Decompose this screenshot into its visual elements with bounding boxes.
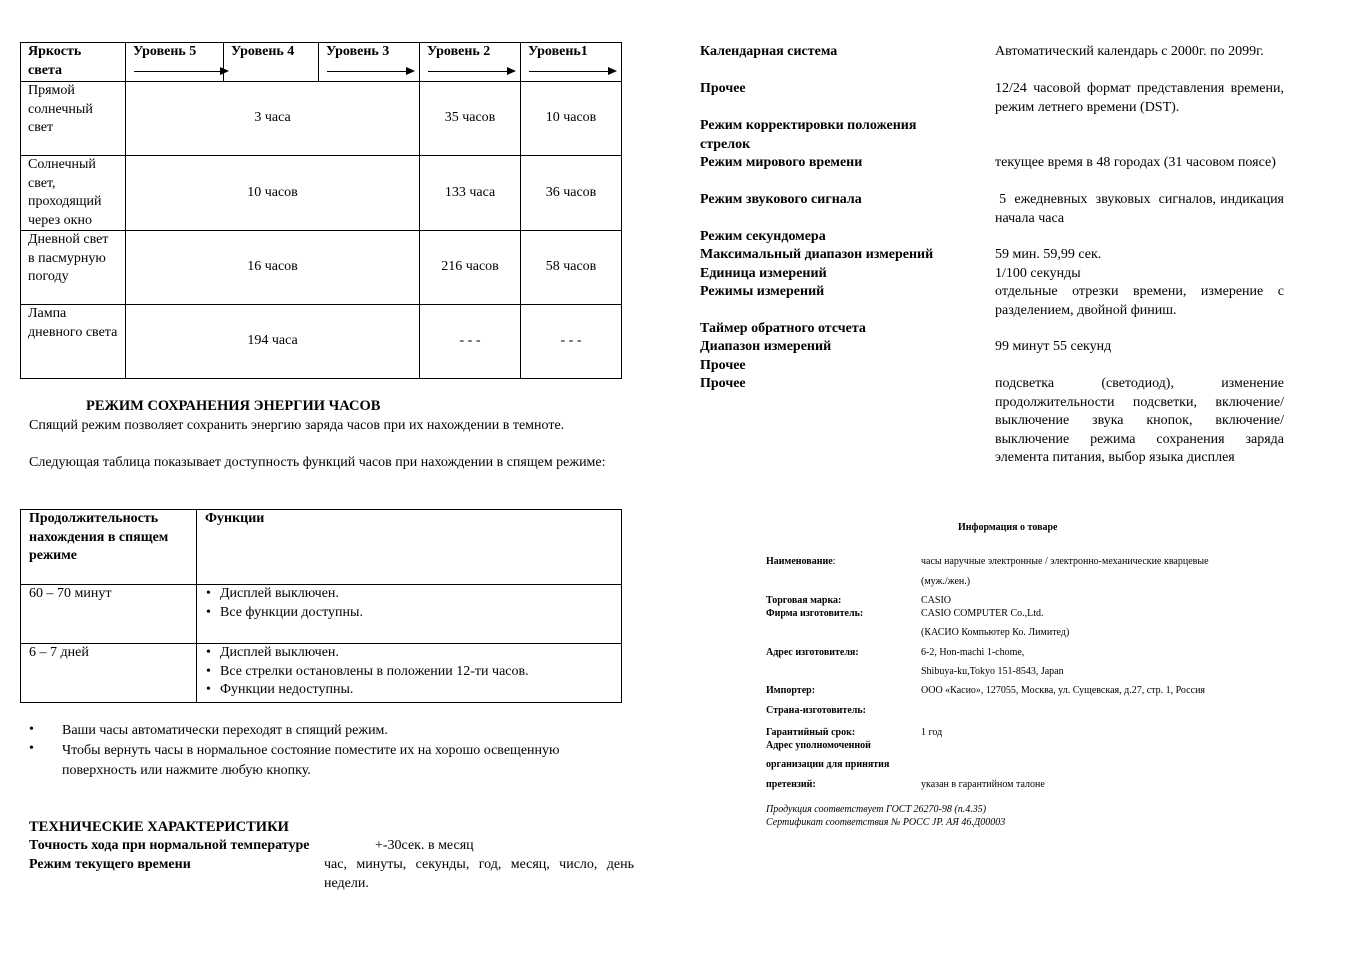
tech-specs-title: ТЕХНИЧЕСКИЕ ХАРАКТЕРИСТИКИ <box>29 819 289 835</box>
cell-levels-5-3: 10 часов <box>126 156 420 231</box>
timer-range-label: Диапазон измерений <box>700 339 832 354</box>
cell-level-2: 133 часа <box>420 156 521 231</box>
note-1: Ваши часы автоматически переходят в спящий режим. <box>62 723 388 738</box>
other1-value: 12/24 часовой формат представления времени, режим летнего времени (DST). <box>995 81 1284 115</box>
brand-value: CASIO <box>921 595 952 606</box>
calendar-value: Автоматический календарь с 2000г. по 2099г. <box>995 44 1264 59</box>
cell-level-1: 10 часов <box>521 82 622 156</box>
table-header-row <box>21 43 622 82</box>
row-label: Прямой солнечный свет <box>21 82 126 156</box>
arrow-right-icon <box>327 71 413 72</box>
bullet-icon: • <box>29 741 34 756</box>
unit-label: Единица измерений <box>700 266 827 281</box>
list-item: • Все стрелки остановлены в положении 12-ти часов. <box>220 663 613 682</box>
list-item: • Дисплей выключен. <box>220 644 613 663</box>
max-range-label: Максимальный диапазон измерений <box>700 247 934 262</box>
table-row <box>21 585 622 644</box>
table-row <box>21 156 622 231</box>
stopwatch-label: Режим секундомера <box>700 229 826 244</box>
energy-para-2: Следующая таблица показывает доступность функций часов при нахождении в спящем режиме: <box>29 455 606 470</box>
unit-value: 1/100 секунды <box>995 266 1081 281</box>
cert-note: Сертификат соответствия № РОСС JP. АЯ 46.Д00003 <box>766 817 1006 828</box>
light-table <box>20 42 622 379</box>
cell-levels-5-3: 194 часа <box>126 305 420 379</box>
header-duration: Продолжительность нахождения в спящем режиме <box>21 510 197 585</box>
duration-cell: 60 – 70 минут <box>21 585 197 644</box>
timer-range-value: 99 минут 55 секунд <box>995 339 1112 354</box>
energy-section-title: РЕЖИМ СОХРАНЕНИЯ ЭНЕРГИИ ЧАСОВ <box>86 398 381 414</box>
modes-value: отдельные отрезки времени, измерение с разделением, двойной финиш. <box>995 284 1284 318</box>
max-range-value: 59 мин. 59,99 сек. <box>995 247 1102 262</box>
maker-label: Фирма изготовитель: <box>766 608 864 619</box>
address-value: 6-2, Hon-machi 1-chome, <box>921 647 1025 658</box>
other3-value: подсветка (светодиод), изменение продолжительности подсветки, включение/выключение звука кнопок, включение/выключение режима сохранения заряда элемента питания, выбор языка дисплея <box>995 376 1284 465</box>
header-level-2: Уровень 2 <box>420 43 521 82</box>
calendar-label: Календарная система <box>700 44 838 59</box>
other1-label: Прочее <box>700 81 746 96</box>
duration-cell: 6 – 7 дней <box>21 644 197 703</box>
importer-value: ООО «Касио», 127055, Москва, ул. Сущевская, д.27, стр. 1, Россия <box>921 685 1206 696</box>
row-label: Лампа дневного света <box>21 305 126 379</box>
cell-level-2: 35 часов <box>420 82 521 156</box>
timer-label: Таймер обратного отсчета <box>700 321 866 336</box>
table-row <box>21 82 622 156</box>
address-value-2: Shibuya-ku,Tokyo 151-8543, Japan <box>921 666 1064 677</box>
list-item: • Дисплей выключен. <box>220 585 613 604</box>
timekeeping-label: Режим текущего времени <box>29 857 191 872</box>
cell-levels-5-3: 3 часа <box>126 82 420 156</box>
gost-note: Продукция соответствует ГОСТ 26270-98 (п.4.35) <box>766 804 987 815</box>
row-label: Солнечный свет, проходящий через окно <box>21 156 126 231</box>
name-value-2: (муж./жен.) <box>921 576 971 587</box>
timekeeping-value: час, минуты, секунды, год, месяц, число, день недели. <box>324 857 634 891</box>
world-time-label: Режим мирового времени <box>700 155 863 170</box>
product-info-title: Информация о товаре <box>958 522 1058 533</box>
list-item: • Функции недоступны. <box>220 681 613 700</box>
table-row <box>21 231 622 305</box>
table-header-row <box>21 510 622 585</box>
header-level-5: Уровень 5 <box>126 43 224 82</box>
name-value: часы наручные электронные / электронно-механические кварцевые <box>921 556 1209 567</box>
functions-cell <box>197 585 622 644</box>
cell-level-1: 58 часов <box>521 231 622 305</box>
cell-level-2: - - - <box>420 305 521 379</box>
energy-para-1: Спящий режим позволяет сохранить энергию заряда часов при их нахождении в темноте. <box>29 418 565 433</box>
brand-label: Торговая марка: <box>766 595 842 606</box>
accuracy-value: +-30сек. в месяц <box>375 838 474 853</box>
importer-label: Импортер: <box>766 685 816 696</box>
maker-value: CASIO COMPUTER Co.,Ltd. <box>921 608 1044 619</box>
header-level-3: Уровень 3 <box>319 43 420 82</box>
name-label: Наименование: <box>766 556 836 567</box>
arrow-right-icon <box>134 71 227 72</box>
row-label: Дневной свет в пасмурную погоду <box>21 231 126 305</box>
list-item: • Все функции доступны. <box>220 604 613 623</box>
world-time-value: текущее время в 48 городах (31 часовом поясе) <box>995 155 1276 170</box>
functions-cell <box>197 644 622 703</box>
claims-label-2: организации для принятия <box>766 759 890 770</box>
claims-value: указан в гарантийном талоне <box>921 779 1045 790</box>
header-brightness: Яркость света <box>21 43 126 82</box>
sleep-table <box>20 509 622 703</box>
arrow-right-icon <box>428 71 514 72</box>
claims-label-3: претензий: <box>766 779 816 790</box>
modes-label: Режимы измерений <box>700 284 825 299</box>
note-2: Чтобы вернуть часы в нормальное состояние поместите их на хорошо освещенную поверхность или нажмите любую кнопку. <box>62 743 560 778</box>
table-row <box>21 305 622 379</box>
header-functions: Функции <box>197 510 622 585</box>
warranty-label: Гарантийный срок: <box>766 727 856 738</box>
table-row <box>21 644 622 703</box>
cell-level-1: - - - <box>521 305 622 379</box>
accuracy-label: Точность хода при нормальной температуре <box>29 838 310 853</box>
cell-level-1: 36 часов <box>521 156 622 231</box>
country-label: Страна-изготовитель: <box>766 705 866 716</box>
hand-adjust-label: Режим корректировки положения стрелок <box>700 118 917 152</box>
alarm-label: Режим звукового сигнала <box>700 192 862 207</box>
other3-label: Прочее <box>700 376 746 391</box>
cell-levels-5-3: 16 часов <box>126 231 420 305</box>
alarm-value: 5 ежедневных звуковых сигналов, индикация начала часа <box>995 192 1288 226</box>
other2-label: Прочее <box>700 358 746 373</box>
arrow-right-icon <box>529 71 615 72</box>
bullet-icon: • <box>29 722 34 737</box>
claims-label-1: Адрес уполномоченной <box>766 740 871 751</box>
cell-level-2: 216 часов <box>420 231 521 305</box>
warranty-value: 1 год <box>921 727 943 738</box>
header-level-4: Уровень 4 <box>224 43 319 82</box>
header-level-1: Уровень1 <box>521 43 622 82</box>
address-label: Адрес изготовителя: <box>766 647 859 658</box>
maker-value-2: (КАСИО Компьютер Ко. Лимитед) <box>921 627 1070 638</box>
